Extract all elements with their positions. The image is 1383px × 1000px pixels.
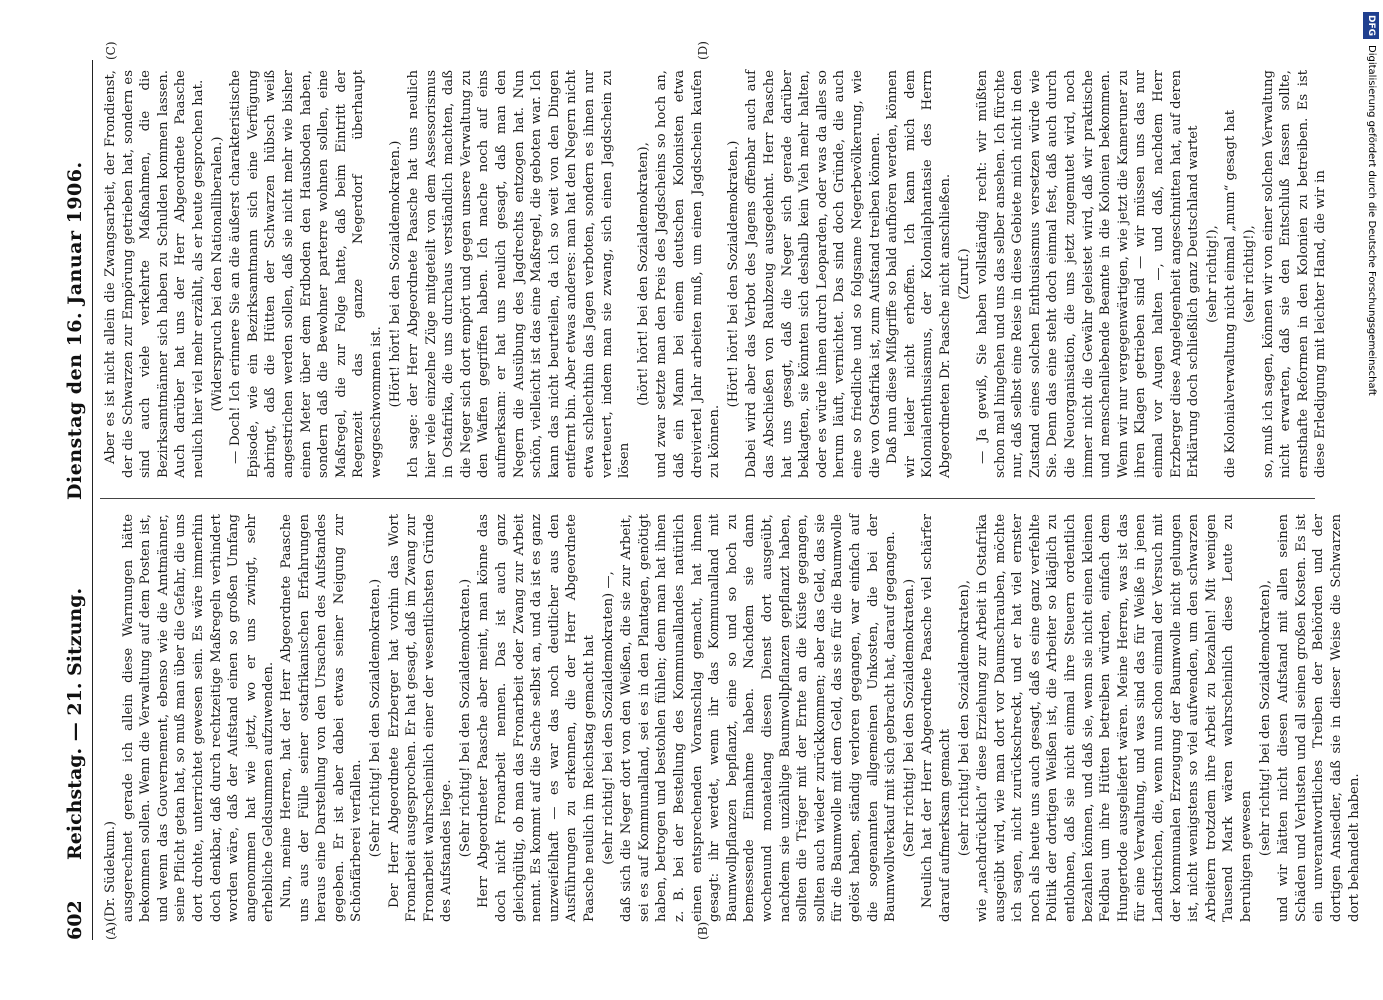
interjection: (sehr richtig! bei den Sozialdemokraten),	[956, 579, 972, 857]
running-title-date: Dienstag den 16. Januar 1906.	[64, 161, 86, 500]
paragraph: Herr Abgeordneter Paasche aber meint, man könne das doch nicht Fronarbeit nennen. Das ist auch ganz gleichgültig, ob man das Fronarbeit oder Zwang zur Arbeit nennt. Es kommt auf die Sache selbst an, und da ist es ganz unzweifelhaft — es war das noch deutlicher aus den Ausführungen zu erkennen, die der Herr Abgeordnete Paasche neulich im Reichstag gemacht hat	[476, 514, 598, 922]
interjection: (sehr richtig! bei den Sozialdemokraten),	[1257, 579, 1273, 857]
interjection: (Sehr richtig! bei den Sozialdemokraten.)	[367, 578, 383, 858]
interjection: (sehr richtig!),	[1242, 225, 1257, 323]
margin-marker-a: (A)	[104, 921, 118, 940]
paragraph: ausgerechnet gerade ich allein diese Warnungen hätte bekommen sollen. Wenn die Verwaltung auf dem Posten ist, und wenn das Gouvernement, ebenso wie die Amtmänner, seine Pflicht getan hat, so muß man über die Gefahr, die uns dort drohte, unterrichtet gewesen sein. Es wäre immerhin doch denkbar, daß durch rechtzeitige Maßregeln verhindert worden wäre, daß der Aufstand einen so großen Umfang angenommen hat wie jetzt, wo er uns zwingt, sehr erhebliche Geldsummen aufzuwenden.	[120, 514, 277, 922]
margin-marker-b: (B)	[696, 921, 710, 940]
interjection: (sehr richtig! bei den Sozialdemokraten) —,	[600, 571, 616, 865]
paragraph: und zwar setzte man den Preis des Jagdscheins so hoch an, daß ein Mann bei einem deutschen Kolonisten etwa dreiviertel Jahr arbeiten muß, um einen Jagdschein kaufen zu können.	[654, 70, 723, 478]
paragraph: — Ja gewiß, Sie haben vollständig recht: wir müßten schon mal hingehen und uns das selber ansehen. Ich fürchte nur, daß selbst eine Reise in diese Gebiete mich nicht in den Zustand eines solchen Enthusiasmus versetzen würde wie Sie. Denn das eine steht doch einmal fest, daß auch durch die Neuorganisation, die uns jetzt zugemutet wird, noch immer nicht die Gewähr geleistet wird, daß wir praktische und menschenliebende Beamte in die Kolonien bekommen. Wenn wir nur vergegenwärtigen, wie jetzt die Kameruner zu ihren Klagen getrieben sind — wir müssen uns das nur einmal vor Augen halten —, und daß, nachdem Herr Erzberger diese Angelegenheit angeschnitten hat, auf deren Erklärung doch schließlich ganz Deutschland wartet	[975, 70, 1202, 478]
interjection: (sehr richtig!),	[1204, 225, 1220, 323]
paragraph: Ich sage: der Herr Abgeordnete Paasche hat uns neulich hier viele einzelne Züge mitgeteilt von dem Assessorismus in Ostafrika, die uns durchaus verständlich machten, daß die Neger sich dort empört und gegen unsere Verwaltung zu den Waffen gegriffen haben. Ich mache noch auf eins aufmerksam: er hat uns neulich gesagt, daß man den Negern die Ausübung des Jagdrechts entzogen hat. Nun schön, vielleicht ist das eine Maßregel, die geboten war. Ich kann das nicht beurteilen, da ich so weit von den Dingen entfernt bin. Aber etwas anderes: man hat den Negern nicht etwa schlechthin das Jagen verboten, sondern es ihnen nur verteuert, indem man sie zwang, sich einen Jagdschein zu lösen	[406, 70, 633, 478]
paragraph: die Kolonialverwaltung nicht einmal „mum“ gesagt hat	[1223, 110, 1239, 478]
interjection: (Hört! hört! bei den Sozialdemokraten.)	[725, 140, 741, 408]
margin-marker-c: (C)	[104, 41, 118, 60]
page-number: 602	[64, 900, 86, 940]
paragraph: Dabei wird aber das Verbot des Jagens offenbar auch auf das Abschießen von Raubzeug ausgedehnt. Herr Paasche hat uns gesagt, daß die Neger sich gerade darüber beklagten, sie könnten sich deshalb kein Vieh mehr halten, oder es würde ihnen durch Leoparden, oder was da alles so herum läuft, vernichtet. Das sind doch Gründe, die auch eine so friedliche und so folgsame Negerbevölkerung, wie die von Ostafrika ist, zum Aufstand treiben können.	[744, 70, 883, 478]
speaker-label: (Dr. Südekum.)	[103, 820, 118, 922]
digitization-note: Digitalisierung gefördert durch die Deutsche Forschungsgemeinschaft	[1366, 45, 1377, 396]
interjection: (Sehr richtig! bei den Sozialdemokraten.)	[457, 578, 473, 858]
paragraph: Nun, meine Herren, hat der Herr Abgeordnete Paasche uns aus der Fülle seiner ostafrikanischen Erfahrungen heraus eine Darstellung von den Ursachen des Aufstandes gegeben. Er ist aber dabei etwas seiner Neigung zur Schönfärberei verfallen.	[278, 514, 365, 922]
paragraph: Neulich hat der Herr Abgeordnete Paasche viel schärfer darauf aufmerksam gemacht	[920, 514, 953, 922]
interjection: (Hört! hört! bei den Sozialdemokraten.)	[387, 140, 403, 408]
paragraph: und wir hätten nicht diesen Aufstand mit allen seinen Schäden und Verlusten und all seinen großen Kosten. Es ist ein unverantwortliches Treiben der Behörden und der dortigen Ansiedler, daß sie in dieser Weise die Schwarzen dort behandelt haben.	[1276, 514, 1362, 922]
paragraph: — Doch! Ich erinnere Sie an die äußerst charakteristische Episode, wie ein Bezirksamtmann sich eine Verfügung abringt, daß die Hütten der Schwarzen hübsch weiß angestrichen werden sollen, daß sie nicht mehr wie bisher einen Meter über dem Erdboden den Hausboden haben, sondern daß die Bewohner parterre wohnen sollen, eine Maßregel, die zur Folge hatte, daß beim Eintritt der Regenzeit das ganze Negerdorf überhaupt weggeschwommen ist.	[228, 70, 384, 478]
paragraph: Der Herr Abgeordnete Erzberger hat vorhin das Wort Fronarbeit ausgesprochen. Er hat gesagt, daß im Zwang zur Fronarbeit wahrscheinlich einer der wesentlichsten Gründe des Aufstandes liege.	[386, 514, 455, 922]
page-header	[58, 60, 93, 940]
margin-marker-d: (D)	[696, 41, 710, 60]
text-column-right	[102, 70, 1330, 478]
interjection: (hört! hört! bei den Sozialdemokraten),	[635, 142, 651, 406]
paragraph: so, muß ich sagen, können wir von einer solchen Verwaltung nicht erwarten, daß sie den Entschluß fassen sollte, ernsthafte Reformen in den Kolonien zu betreiben. Es ist diese Erledigung mit leichter Hand, die wir in	[1260, 70, 1329, 478]
column-divider	[100, 498, 1315, 499]
text-column-left	[102, 514, 1363, 922]
digitization-sidebar	[1363, 12, 1379, 982]
paragraph: Daß nun diese Mißgriffe so bald aufhören werden, können wir leider nicht erhoffen. Ich kann mich dem Kolonialenthusiasmus, der Kolonialphantasie des Herrn Abgeordneten Dr. Paasche nicht anschließen.	[885, 70, 953, 478]
dfg-logo: DFG	[1363, 12, 1379, 39]
paragraph: wie „nachdrücklich“ diese Erziehung zur Arbeit in Ostafrika ausgeübt wird, wie man dort vor Daumschrauben, möchte ich sagen, nicht zurückschreckt, und er hat viel ernster noch als heute uns auch gesagt, daß es eine ganz verfehlte Politik der dortigen Weißen ist, die Arbeiter so kläglich zu entlohnen, daß sie nicht einmal ihre Steuern ordentlich bezahlen können, und daß sie, wenn sie nicht einen kleinen Feldbau um ihre Hütten betreiben würden, einfach dem Hungertode ausgeliefert wären. Meine Herren, was ist das für eine Verwaltung, und was sind das für Weiße in jenen Landstrichen, die, wenn nun schon einmal der Versuch mit der kommunalen Erzeugung der Baumwolle nicht gelungen ist, nicht wenigstens so viel aufwenden, um den schwarzen Arbeitern trotzdem ihre Arbeit zu bezahlen! Mit wenigen Tausend Mark wären wahrscheinlich diese Leute zu beruhigen gewesen	[975, 514, 1254, 922]
paragraph: Aber es ist nicht allein die Zwangsarbeit, der Frondienst, der die Schwarzen zur Empörung getrieben hat, sondern es sind auch viele verkehrte Maßnahmen, die die Bezirksamtmänner sich haben zu Schulden kommen lassen. Auch darüber hat uns der Herr Abgeordnete Paasche neulich hier viel mehr erzählt, als er heute gesprochen hat.	[103, 70, 206, 478]
interjection: (Widerspruch bei den Nationalliberalen.)	[209, 136, 225, 412]
running-title-left: Reichstag. — 21. Sitzung.	[64, 587, 86, 860]
paragraph: daß sich die Neger dort von den Weißen, die sie zur Arbeit, sei es auf Kommunalland, sei es in den Plantagen, genötigt haben, betrogen und bestohlen fühlen; denn man hat ihnen z. B. bei der Bestellung des Kommunallandes natürlich einen entsprechenden Voranschlag gemacht, hat ihnen gesagt: ihr werdet, wenn ihr das Kommunalland mit Baumwollpflanzen bepflanzt, eine so und so hoch zu bemessende Einnahme haben. Nachdem sie dann wochenund monatelang diesen Dienst dort ausgeübt, nachdem sie unzählige Baumwollpflanzen gepflanzt haben, sollten die Träger mit der Ernte an die Küste gegangen, sollten auch wieder zurückkommen; aber das Geld, das sie für die Baumwolle mit dem Geld, das sie für die Baumwolle gelöst haben, ständig verloren gegangen, war einfach auf die sogenannten allgemeinen Unkosten, die bei der Baumwollverkauf mit sich gebracht hat, darauf gegangen.	[619, 514, 899, 922]
interjection: (Zuruf.)	[956, 248, 972, 300]
interjection: (Sehr richtig! bei den Sozialdemokraten.)	[901, 578, 917, 858]
